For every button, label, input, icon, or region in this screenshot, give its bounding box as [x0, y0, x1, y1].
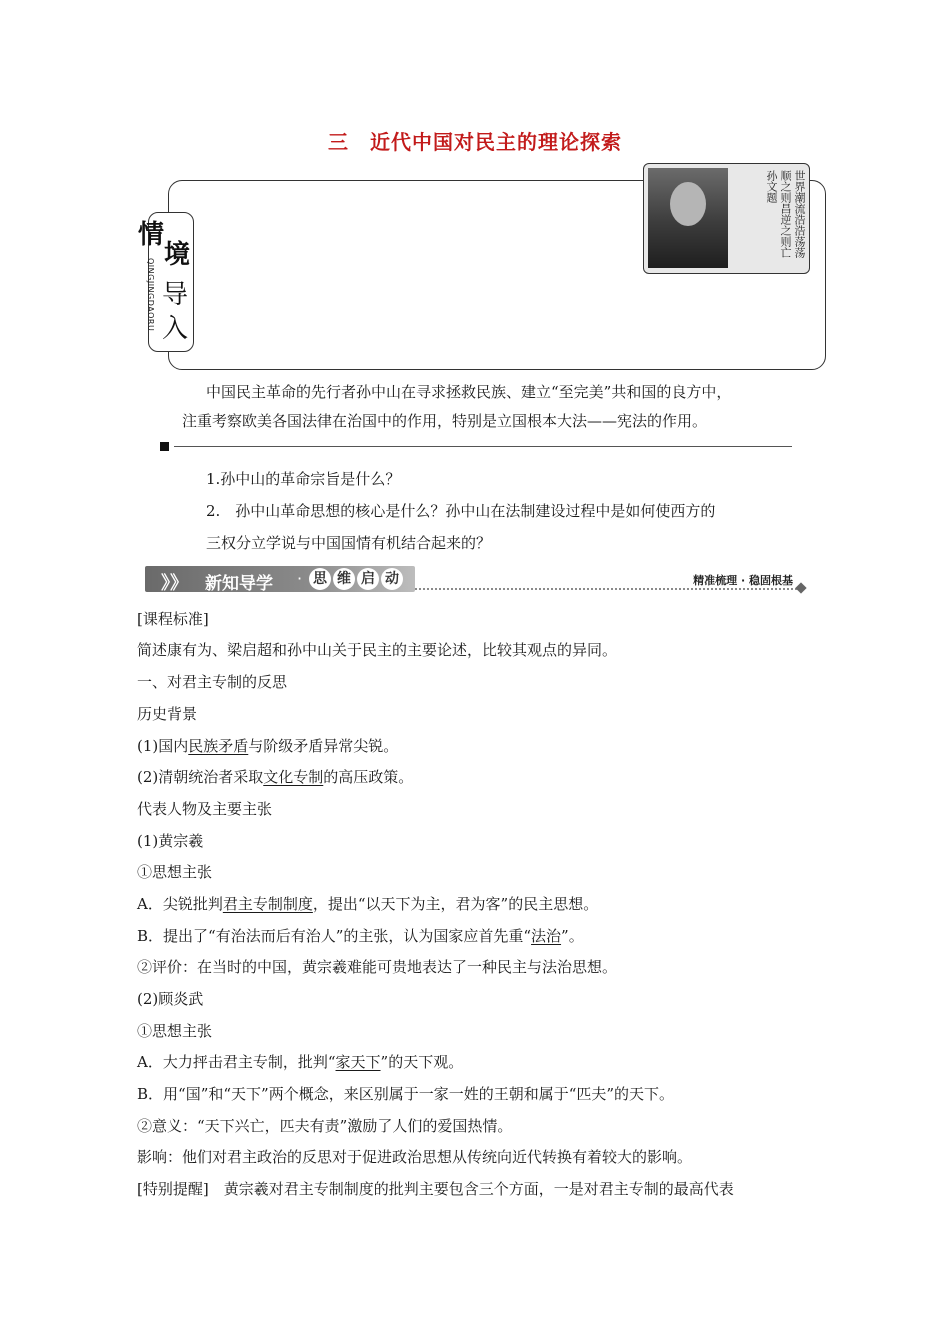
body-line: 历史背景 — [137, 705, 198, 723]
banner-separator: · — [297, 569, 303, 588]
body-line: ②评价：在当时的中国，黄宗羲难能可贵地表达了一种民主与法治思想。 — [137, 958, 618, 976]
situation-paragraph-line-1: 中国民主革命的先行者孙中山在寻求拯救民族、建立“至完美”共和国的良方中， — [206, 383, 732, 401]
banner-title: 新知导学 — [205, 574, 273, 594]
underlined-term: 法治 — [531, 927, 562, 945]
body-line: (1)国内民族矛盾与阶级矛盾异常尖锐。 — [137, 737, 399, 755]
body-line: 代表人物及主要主张 — [137, 800, 273, 818]
body-line: 简述康有为、梁启超和孙中山关于民主的主要论述，比较其观点的异同。 — [137, 641, 618, 659]
underlined-term: 文化专制 — [263, 768, 324, 786]
underlined-term: 民族矛盾 — [188, 737, 249, 755]
question-1: 1.孙中山的革命宗旨是什么？ — [206, 470, 401, 488]
body-line: [课程标准] — [137, 610, 209, 628]
body-line: (2)清朝统治者采取文化专制的高压政策。 — [137, 768, 414, 786]
body-line: ①思想主张 — [137, 863, 213, 881]
body-line: (1)黄宗羲 — [137, 832, 204, 850]
divider-square-icon — [160, 442, 169, 451]
section-banner — [145, 566, 805, 594]
question-2-line-2: 三权分立学说与中国国情有机结合起来的？ — [206, 534, 492, 552]
underlined-term: 君主专制制度 — [222, 895, 313, 913]
body-line: 一、对君主专制的反思 — [137, 673, 288, 691]
situation-label-char-4: 入 — [162, 314, 189, 344]
banner-dotted-line — [415, 588, 797, 590]
banner-bubble-2: 维 — [333, 568, 355, 590]
body-line: ②意义：“天下兴亡，匹夫有责”激励了人们的爱国热情。 — [137, 1117, 513, 1135]
situation-label-char-1: 情 — [138, 220, 165, 250]
body-line: [特别提醒] 黄宗羲对君主专制制度的批判主要包含三个方面，一是对君主专制的最高代表 — [137, 1180, 734, 1198]
calligraphy-text: 世界潮流浩浩荡荡顺之则昌逆之则亡孙文题 — [765, 170, 806, 258]
question-2-line-1: 2. 孙中山革命思想的核心是什么？孙中山在法制建设过程中是如何使西方的 — [206, 502, 716, 520]
underlined-term: 家天下 — [335, 1053, 381, 1071]
body-line: 影响：他们对君主政治的反思对于促进政治思想从传统向近代转换有着较大的影响。 — [137, 1148, 693, 1166]
body-line: A．大力抨击君主专制，批判“家天下”的天下观。 — [137, 1053, 464, 1071]
banner-arrows-icon: 》》 — [161, 573, 188, 594]
banner-bubble-1: 思 — [309, 568, 331, 590]
sun-yatsen-photo — [643, 163, 810, 274]
banner-right-text: 精准梳理 · 稳固根基 — [693, 574, 793, 587]
page-title: 三 近代中国对民主的理论探索 — [328, 130, 622, 154]
banner-diamond-icon — [795, 582, 806, 593]
banner-bubble-3: 启 — [357, 568, 379, 590]
body-line: ①思想主张 — [137, 1022, 213, 1040]
body-line: (2)顾炎武 — [137, 990, 204, 1008]
situation-label-char-3: 导 — [162, 280, 189, 310]
situation-paragraph-line-2: 注重考察欧美各国法律在治国中的作用，特别是立国根本大法——宪法的作用。 — [182, 412, 708, 430]
body-line: B．提出了“有治法而后有治人”的主张，认为国家应首先重“法治”。 — [137, 927, 584, 945]
divider — [160, 442, 792, 454]
body-line: A．尖锐批判君主专制制度，提出“以天下为主，君为客”的民主思想。 — [137, 895, 599, 913]
body-line: B．用“国”和“天下”两个概念，来区别属于一家一姓的王朝和属于“匹夫”的天下。 — [137, 1085, 675, 1103]
situation-label-char-2: 境 — [164, 240, 191, 270]
situation-label-pinyin: QINGJINGDAORU — [146, 258, 155, 332]
banner-bubble-4: 动 — [381, 568, 403, 590]
portrait-image — [648, 168, 728, 268]
situation-label — [138, 208, 194, 348]
